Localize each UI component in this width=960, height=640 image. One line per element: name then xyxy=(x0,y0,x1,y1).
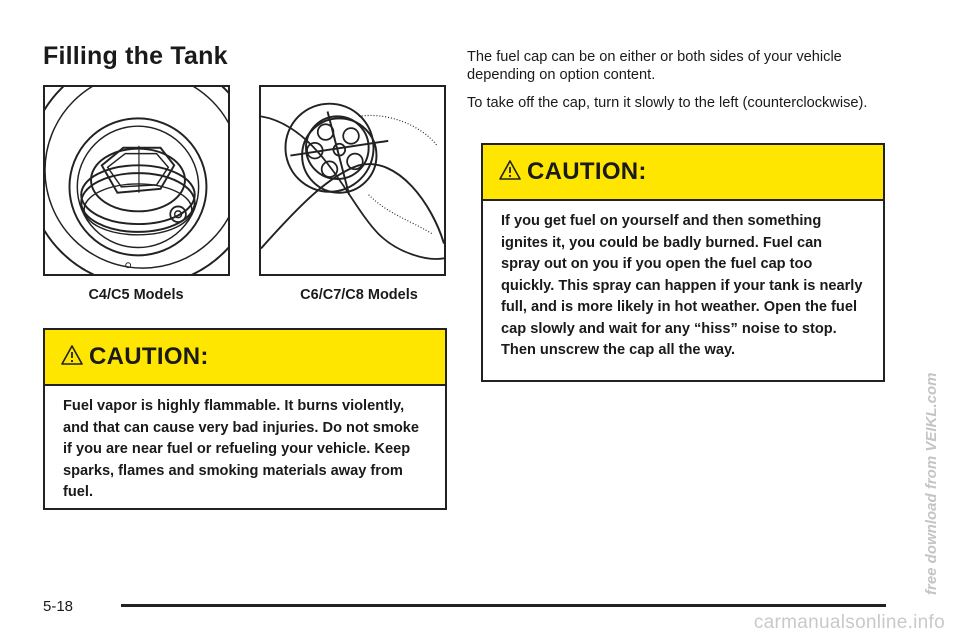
caution-box-fuel-spray xyxy=(481,143,885,382)
side-watermark: free download from VEIKL.com xyxy=(922,372,940,595)
fuel-cap-round-illustration xyxy=(45,87,228,274)
figure-c4-c5-fuel-cap xyxy=(43,85,230,276)
caution-box-fuel-vapor xyxy=(43,328,447,510)
footer-site-watermark: carmanualsonline.info xyxy=(753,612,945,633)
figure-caption-c6-c7-c8: C6/C7/C8 Models xyxy=(300,287,418,303)
warning-triangle-icon xyxy=(61,344,83,366)
caution-heading: CAUTION: xyxy=(527,158,647,185)
footer-rule xyxy=(121,604,886,607)
figure-c6-c7-c8-fuel-cap xyxy=(259,85,446,276)
fuel-cap-tethered-illustration xyxy=(261,87,444,274)
figure-caption-c4-c5: C4/C5 Models xyxy=(88,287,184,303)
caution-text: Fuel vapor is highly flammable. It burns violently, and that can cause very bad injuries. Do not smoke if you are near fuel or refueling your vehicle. Keep sparks, flames and smoking materials away from fuel. xyxy=(63,398,420,500)
intro-paragraph: The fuel cap can be on either or both sides of your vehicle depending on option content. xyxy=(467,49,842,83)
caution-heading: CAUTION: xyxy=(89,343,209,370)
page-number: 5-18 xyxy=(43,598,74,615)
caution-header xyxy=(45,330,445,386)
intro-paragraph: To take off the cap, turn it slowly to the left (counterclockwise). xyxy=(467,95,868,111)
page-title: Filling the Tank xyxy=(43,42,228,70)
warning-triangle-icon xyxy=(499,159,521,181)
caution-text: If you get fuel on yourself and then something ignites it, you could be badly burned. Fuel can spray out on you if you open the fuel cap too quickly. This spray can happen if your tank is nearly full, and is more likely in hot weather. Open the fuel cap slowly and wait for any “hiss” noise to stop. Then unscrew the cap all the way. xyxy=(501,213,863,358)
caution-header xyxy=(483,145,883,201)
